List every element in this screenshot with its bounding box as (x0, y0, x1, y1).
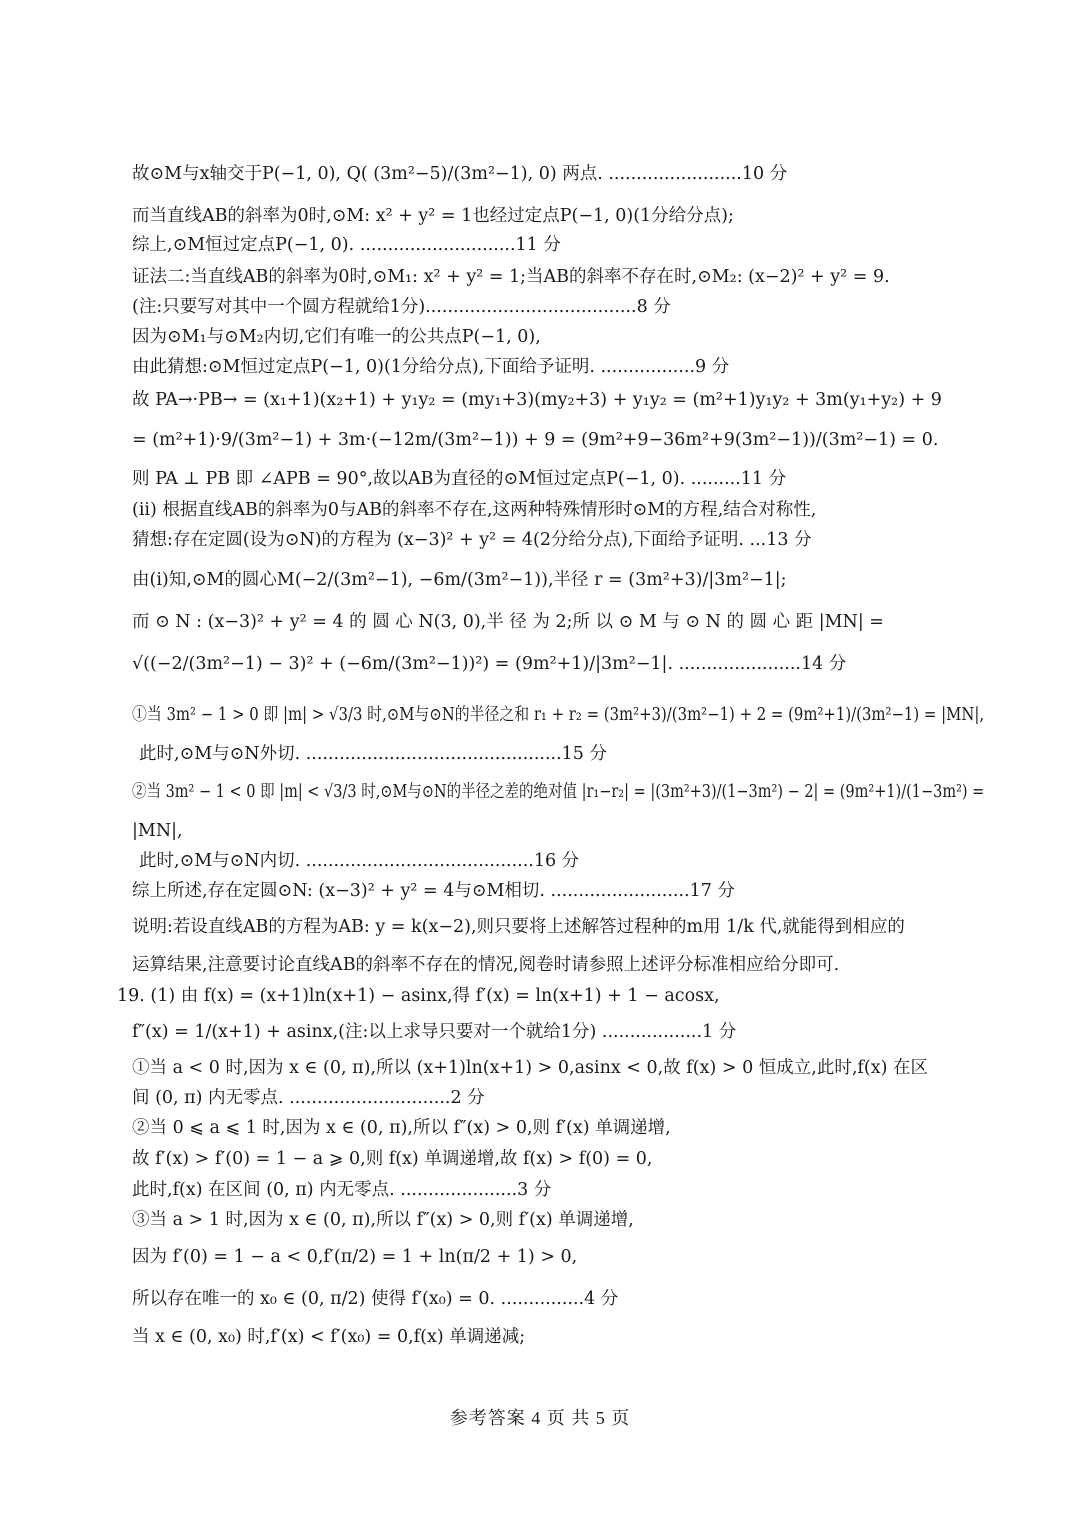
text-line-4: 证法二:当直线AB的斜率为0时,⊙M₁: x² + y² = 1;当AB的斜率不存在时,⊙M₂: (x−2)² + y² = 9. (132, 267, 890, 287)
text-line-17: 此时,⊙M与⊙N外切. ..............................................15 分 (139, 744, 607, 764)
text-line-21: 综上所述,存在定圆⊙N: (x−3)² + y² = 4与⊙M相切. .........................17 分 (132, 881, 735, 901)
text-line-12: 猜想:存在定圆(设为⊙N)的方程为 (x−3)² + y² = 4(2分给分点),下面给予证明. ...13 分 (132, 530, 812, 550)
text-line-18: ②当 3m² − 1 < 0 即 |m| < √3/3 时,⊙M与⊙N的半径之差的绝对值 |r₁−r₂| = |(3m²+3)/(1−3m²) − 2| = (9m²+1)/(1−3m²) = (132, 782, 985, 802)
text-line-29: 故 f′(x) > f′(0) = 1 − a ⩾ 0,则 f(x) 单调递增,故 f(x) > f(0) = 0, (132, 1149, 653, 1169)
text-line-14: 而 ⊙ N : (x−3)² + y² = 4 的 圆 心 N(3, 0),半 径 为 2;所 以 ⊙ M 与 ⊙ N 的 圆 心 距 |MN| = (132, 612, 884, 632)
text-line-31: ③当 a > 1 时,因为 x ∈ (0, π),所以 f″(x) > 0,则 f′(x) 单调递增, (132, 1210, 634, 1230)
text-line-9: = (m²+1)·9/(3m²−1) + 3m·(−12m/(3m²−1)) + 9 = (9m²+9−36m²+9(3m²−1))/(3m²−1) = 0. (132, 430, 939, 450)
text-line-13: 由(i)知,⊙M的圆心M(−2/(3m²−1), −6m/(3m²−1)),半径 r = (3m²+3)/|3m²−1|; (132, 570, 787, 590)
text-line-3: 综上,⊙M恒过定点P(−1, 0). ............................11 分 (132, 235, 561, 255)
text-line-19: |MN|, (132, 821, 183, 841)
text-line-8: 故 PA→·PB→ = (x₁+1)(x₂+1) + y₁y₂ = (my₁+3)(my₂+3) + y₁y₂ = (m²+1)y₁y₂ + 3m(y₁+y₂) + 9 (132, 390, 942, 410)
text-line-25: f″(x) = 1/(x+1) + asinx,(注:以上求导只要对一个就给1分) ..................1 分 (132, 1022, 737, 1042)
page-footer: 参考答案 4 页 共 5 页 (449, 1408, 631, 1428)
text-line-1: 故⊙M与x轴交于P(−1, 0), Q( (3m²−5)/(3m²−1), 0) 两点. ........................10 分 (132, 164, 788, 184)
text-line-16: ①当 3m² − 1 > 0 即 |m| > √3/3 时,⊙M与⊙N的半径之和 r₁ + r₂ = (3m²+3)/(3m²−1) + 2 = (9m²+1)/(3m²−1) = |MN|, (132, 705, 985, 725)
text-line-30: 此时,f(x) 在区间 (0, π) 内无零点. .....................3 分 (132, 1180, 552, 1200)
text-line-2: 而当直线AB的斜率为0时,⊙M: x² + y² = 1也经过定点P(−1, 0)(1分给分点); (132, 206, 734, 226)
text-line-28: ②当 0 ⩽ a ⩽ 1 时,因为 x ∈ (0, π),所以 f″(x) > 0,则 f′(x) 单调递增, (132, 1118, 671, 1138)
text-line-10: 则 PA ⊥ PB 即 ∠APB = 90°,故以AB为直径的⊙M恒过定点P(−1, 0). .........11 分 (132, 469, 787, 489)
text-line-33: 所以存在唯一的 x₀ ∈ (0, π/2) 使得 f′(x₀) = 0. ...............4 分 (132, 1289, 619, 1309)
text-line-34: 当 x ∈ (0, x₀) 时,f′(x) < f′(x₀) = 0,f(x) 单调递减; (132, 1327, 526, 1347)
text-line-5: (注:只要写对其中一个圆方程就给1分)......................................8 分 (132, 297, 671, 317)
text-line-15: √((−2/(3m²−1) − 3)² + (−6m/(3m²−1))²) = (9m²+1)/|3m²−1|. ......................14 分 (132, 654, 847, 674)
text-line-32: 因为 f′(0) = 1 − a < 0,f′(π/2) = 1 + ln(π/2 + 1) > 0, (132, 1247, 578, 1267)
question-19-line: 19. (1) 由 f(x) = (x+1)ln(x+1) − asinx,得 f′(x) = ln(x+1) + 1 − acosx, (117, 986, 720, 1006)
text-line-6: 因为⊙M₁与⊙M₂内切,它们有唯一的公共点P(−1, 0), (132, 327, 541, 347)
text-line-11: (ii) 根据直线AB的斜率为0与AB的斜率不存在,这两种特殊情形时⊙M的方程,结合对称性, (132, 500, 817, 520)
text-line-27: 间 (0, π) 内无零点. .............................2 分 (132, 1088, 485, 1108)
text-line-23: 运算结果,注意要讨论直线AB的斜率不存在的情况,阅卷时请参照上述评分标准相应给分即可. (132, 955, 840, 975)
text-line-20: 此时,⊙M与⊙N内切. .........................................16 分 (139, 851, 580, 871)
text-line-7: 由此猜想:⊙M恒过定点P(−1, 0)(1分给分点),下面给予证明. .................9 分 (132, 357, 730, 377)
text-line-22: 说明:若设直线AB的方程为AB: y = k(x−2),则只要将上述解答过程种的m用 1/k 代,就能得到相应的 (132, 917, 905, 937)
text-line-26: ①当 a < 0 时,因为 x ∈ (0, π),所以 (x+1)ln(x+1) > 0,asinx < 0,故 f(x) > 0 恒成立,此时,f(x) 在区 (132, 1058, 928, 1078)
